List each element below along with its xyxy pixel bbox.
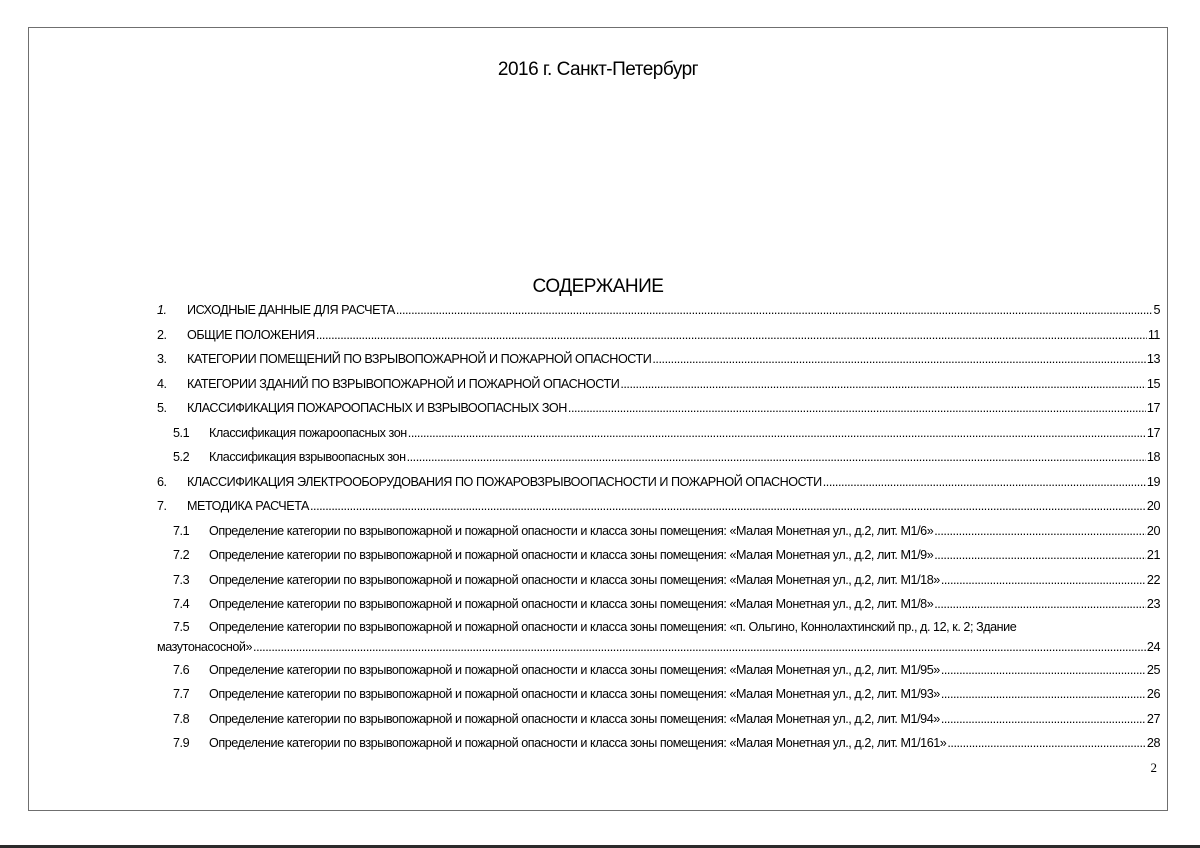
dot-leader [652, 347, 1146, 372]
dot-leader [823, 470, 1146, 495]
toc-item-title: Классификация пожароопасных зон [209, 425, 407, 440]
city-year-header: 2016 г. Санкт-Петербург [497, 59, 699, 80]
toc-item-page: 23 [1146, 597, 1160, 611]
toc-item-page: 26 [1146, 687, 1160, 701]
toc-item[interactable] [157, 731, 1160, 756]
toc-item-number: 6. [157, 474, 167, 489]
toc-item[interactable] [157, 323, 1160, 348]
toc-item[interactable] [157, 421, 1160, 446]
toc-item[interactable] [157, 682, 1160, 707]
toc-item[interactable] [157, 707, 1160, 732]
toc-item[interactable] [157, 617, 1160, 658]
toc-item[interactable] [157, 298, 1160, 323]
toc-item-title: Определение категории по взрывопожарной и пожарной опасности и класса зоны помещения: «Малая Монетная ул., д.2, лит. М1/8» [209, 597, 934, 611]
toc-item-page: 21 [1146, 548, 1160, 562]
dot-leader [310, 494, 1146, 519]
toc-item-number: 7.6 [173, 662, 190, 677]
toc-item-number: 2. [157, 327, 167, 342]
toc-item-number: 5.1 [173, 425, 190, 440]
dot-leader [620, 372, 1146, 397]
toc-item-number: 1. [157, 303, 167, 317]
toc-item[interactable] [157, 658, 1160, 683]
toc-item[interactable] [157, 543, 1160, 568]
toc-item-page: 15 [1146, 376, 1160, 391]
toc-item-number: 4. [157, 376, 167, 391]
dot-leader [941, 658, 1146, 683]
document-page [28, 27, 1168, 811]
toc-item[interactable] [157, 519, 1160, 544]
toc-item-title: КАТЕГОРИИ ПОМЕЩЕНИЙ ПО ВЗРЫВОПОЖАРНОЙ И ПОЖАРНОЙ ОПАСНОСТИ [187, 352, 652, 366]
toc-item-page: 20 [1146, 499, 1160, 513]
toc-item-title: Определение категории по взрывопожарной и пожарной опасности и класса зоны помещения: «Малая Монетная ул., д.2, лит. М1/94» [209, 711, 940, 726]
toc-item-page: 25 [1146, 662, 1160, 677]
toc-item[interactable] [157, 445, 1160, 470]
toc-item[interactable] [157, 568, 1160, 593]
toc-item-number: 7.1 [173, 523, 190, 538]
toc-item-title: Определение категории по взрывопожарной и пожарной опасности и класса зоны помещения: «Малая Монетная ул., д.2, лит. М1/95» [209, 662, 940, 677]
toc-item-title: ОБЩИЕ ПОЛОЖЕНИЯ [187, 327, 315, 342]
toc-item-number: 7.4 [173, 597, 190, 611]
dot-leader [316, 323, 1147, 348]
toc-item-title: Определение категории по взрывопожарной и пожарной опасности и класса зоны помещения: «Малая Монетная ул., д.2, лит. М1/9» [209, 548, 934, 562]
toc-item-title: КЛАССИФИКАЦИЯ ПОЖАРООПАСНЫХ И ВЗРЫВООПАСНЫХ ЗОН [187, 401, 567, 415]
page-number: 2 [1150, 760, 1157, 775]
toc-item[interactable] [157, 372, 1160, 397]
toc-item-number: 7.3 [173, 572, 190, 587]
toc-item-number: 7.9 [173, 736, 190, 750]
dot-leader [396, 298, 1153, 323]
dot-leader [941, 707, 1146, 732]
dot-leader [934, 543, 1146, 568]
toc-item-title-line2: мазутонасосной» [157, 639, 253, 654]
toc-item-number: 7.5 [173, 619, 190, 634]
toc-item-title-line1: Определение категории по взрывопожарной и пожарной опасности и класса зоны помещения: «п. Ольгино, Коннолахтинский пр., д. 12, к. 2; Здание [209, 619, 1017, 634]
toc-item[interactable] [157, 494, 1160, 519]
toc-item-number: 7.2 [173, 548, 190, 562]
toc-item-number: 7. [157, 499, 167, 513]
toc-item-title: КАТЕГОРИИ ЗДАНИЙ ПО ВЗРЫВОПОЖАРНОЙ И ПОЖАРНОЙ ОПАСНОСТИ [187, 376, 620, 391]
dot-leader [941, 568, 1146, 593]
toc-item[interactable] [157, 347, 1160, 372]
dot-leader [568, 396, 1146, 421]
toc-item-page: 17 [1146, 425, 1160, 440]
toc-item-page: 18 [1146, 450, 1160, 464]
toc-item-page: 20 [1146, 523, 1160, 538]
toc-item-title: ИСХОДНЫЕ ДАННЫЕ ДЛЯ РАСЧЕТА [187, 303, 395, 317]
toc-item-title: Классификация взрывоопасных зон [209, 450, 406, 464]
toc-item-number: 5.2 [173, 450, 190, 464]
toc-item-title: МЕТОДИКА РАСЧЕТА [187, 499, 309, 513]
dot-leader [253, 637, 1146, 657]
toc-item-page: 13 [1146, 352, 1160, 366]
dot-leader [408, 421, 1146, 446]
toc-item-page: 5 [1153, 303, 1160, 317]
toc-item[interactable] [157, 396, 1160, 421]
toc-item-page: 17 [1146, 401, 1160, 415]
toc-item[interactable] [157, 470, 1160, 495]
toc-item-number: 7.8 [173, 711, 190, 726]
toc-item-page: 28 [1146, 736, 1160, 750]
toc-item-page: 24 [1146, 639, 1160, 654]
toc-item-number: 7.7 [173, 687, 190, 701]
toc-heading: СОДЕРЖАНИЕ [532, 276, 664, 297]
toc-item-title: Определение категории по взрывопожарной и пожарной опасности и класса зоны помещения: «Малая Монетная ул., д.2, лит. М1/93» [209, 687, 940, 701]
toc-item-number: 5. [157, 401, 167, 415]
toc-item[interactable] [157, 592, 1160, 617]
toc-item-page: 11 [1147, 327, 1160, 342]
toc-item-number: 3. [157, 352, 167, 366]
toc-item-page: 22 [1146, 572, 1160, 587]
toc-item-page: 27 [1146, 711, 1160, 726]
table-of-contents [157, 298, 1160, 756]
dot-leader [941, 682, 1146, 707]
toc-item-title: КЛАССИФИКАЦИЯ ЭЛЕКТРООБОРУДОВАНИЯ ПО ПОЖАРОВЗРЫВООПАСНОСТИ И ПОЖАРНОЙ ОПАСНОСТИ [187, 474, 822, 489]
dot-leader [934, 519, 1146, 544]
dot-leader [407, 445, 1146, 470]
dot-leader [947, 731, 1146, 756]
toc-item-title: Определение категории по взрывопожарной и пожарной опасности и класса зоны помещения: «Малая Монетная ул., д.2, лит. М1/18» [209, 572, 940, 587]
toc-item-title: Определение категории по взрывопожарной и пожарной опасности и класса зоны помещения: «Малая Монетная ул., д.2, лит. М1/6» [209, 523, 934, 538]
dot-leader [934, 592, 1146, 617]
toc-item-page: 19 [1146, 474, 1160, 489]
toc-item-title: Определение категории по взрывопожарной и пожарной опасности и класса зоны помещения: «Малая Монетная ул., д.2, лит. М1/161» [209, 736, 947, 750]
